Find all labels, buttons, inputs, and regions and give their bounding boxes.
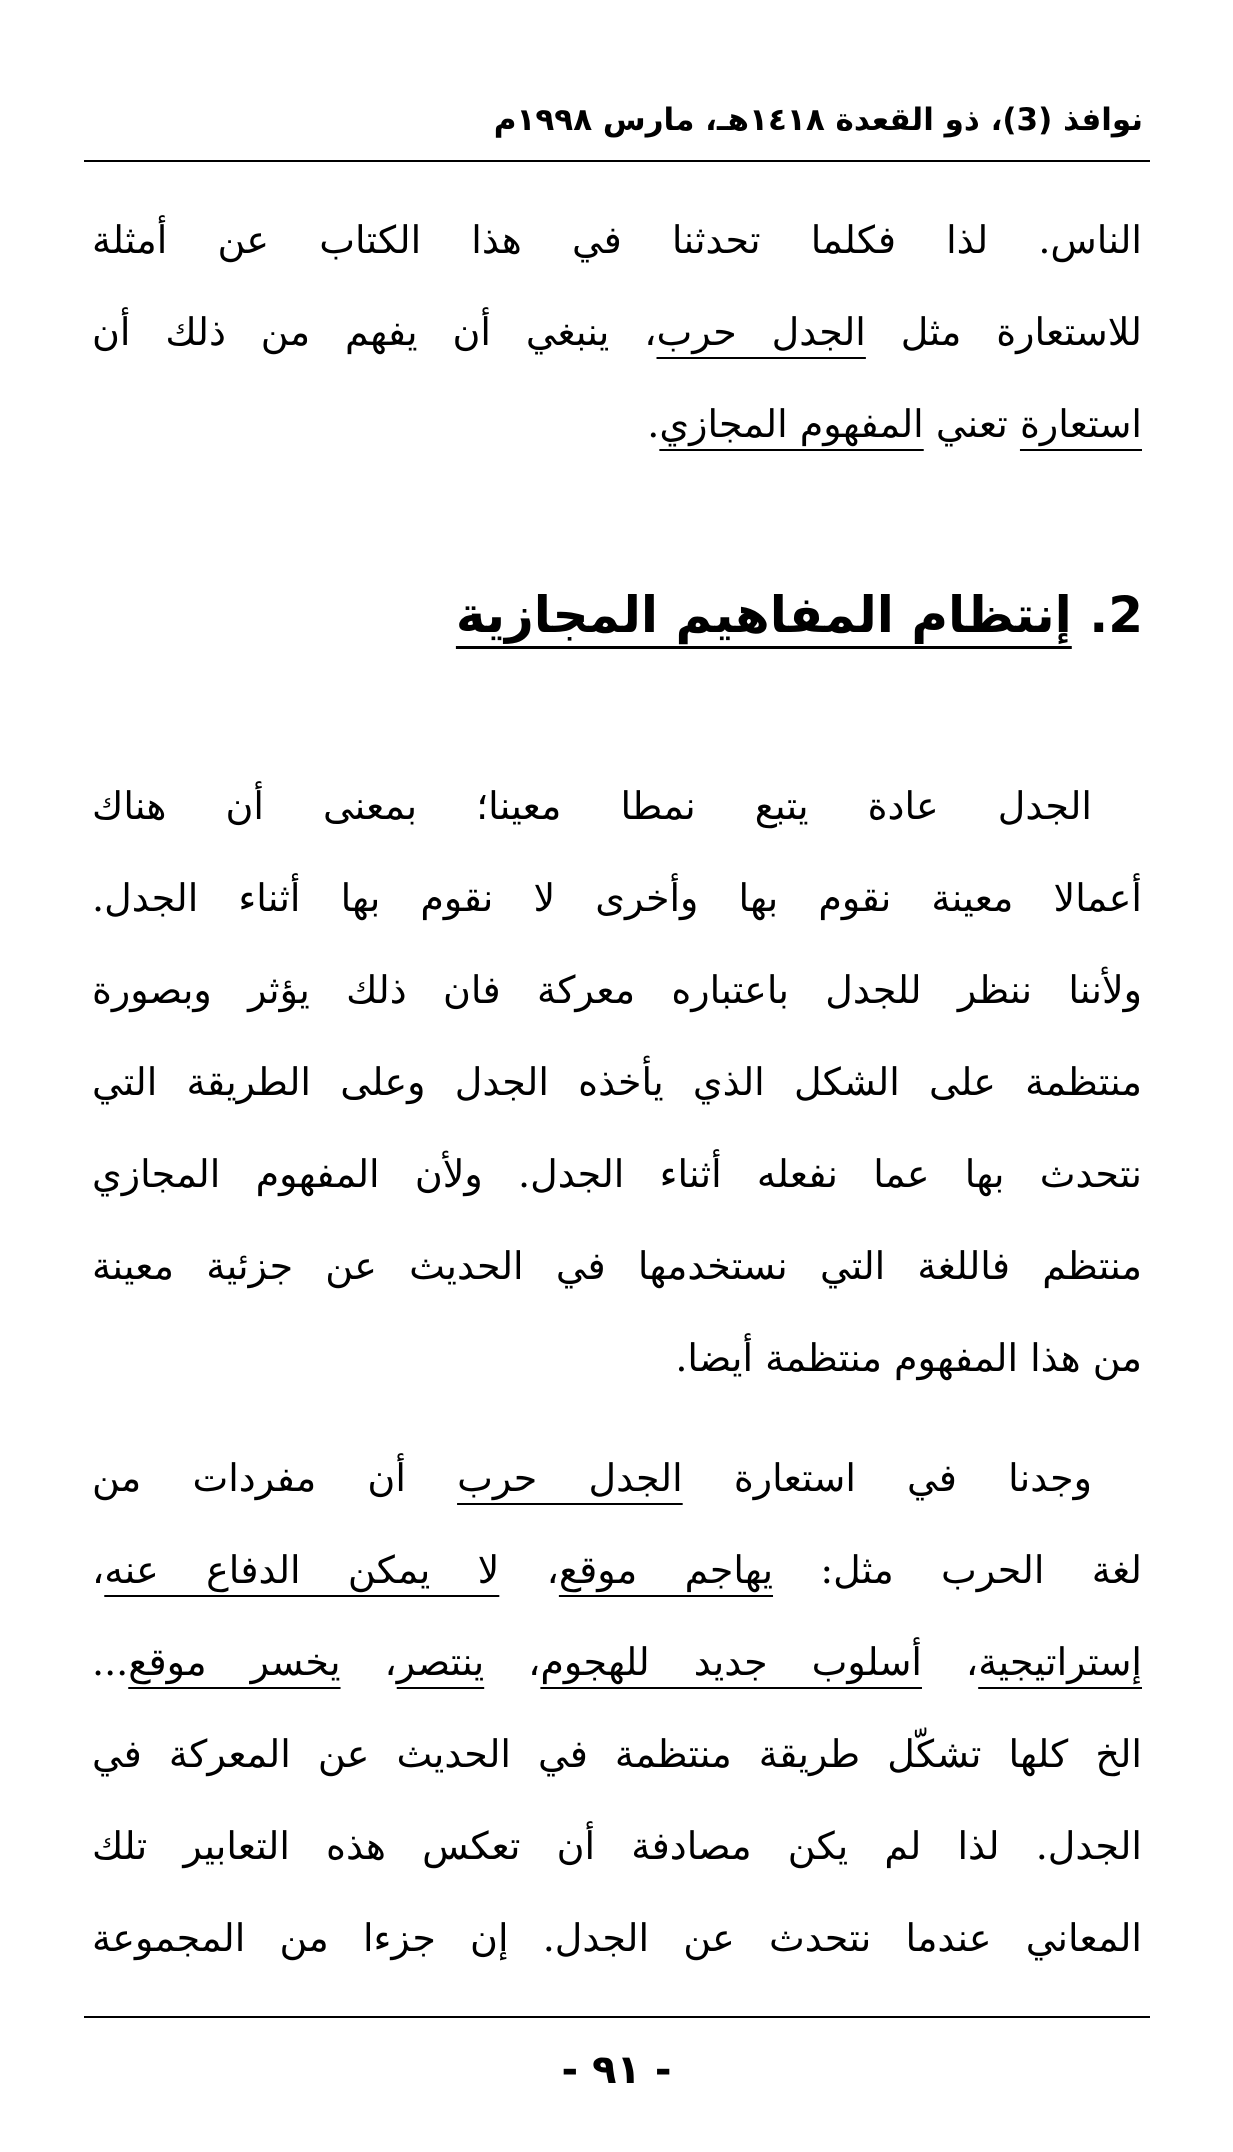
p2-text: وجدنا في استعارة [682, 1456, 1093, 1500]
p2-line-1 [92, 1448, 1092, 1508]
underlined-term: أسلوب جديد للهجوم [540, 1640, 922, 1684]
header-rule [84, 160, 1150, 162]
p2-line-5: الجدل. لذا لم يكن مصادفة أن تعكس هذه التعابير تلك [92, 1824, 1142, 1868]
intro-line-3 [92, 394, 1142, 454]
section-title: إنتظام المفاهيم المجازية [455, 586, 1072, 644]
p1-line-5: نتحدث بها عما نفعله أثناء الجدل. ولأن المفهوم المجازي [92, 1152, 1142, 1196]
p2-text: لغة الحرب مثل: [773, 1548, 1143, 1592]
underlined-term: ينتصر [396, 1640, 485, 1684]
running-header: نوافذ (3)، ذو القعدة ١٤١٨هـ، مارس ١٩٩٨م [493, 102, 1143, 138]
underlined-term: إستراتيجية [978, 1640, 1142, 1684]
underlined-term: يهاجم موقع [558, 1548, 774, 1592]
p1-line-3: ولأننا ننظر للجدل باعتباره معركة فان ذلك يؤثر وبصورة [92, 968, 1142, 1012]
intro-text: . [647, 402, 660, 446]
p2-text: ... [92, 1640, 129, 1684]
intro-line-2 [92, 302, 1142, 362]
underlined-term: المفهوم المجازي [659, 402, 924, 446]
intro-text: للاستعارة مثل [865, 310, 1143, 354]
p2-text: أن مفردات من [92, 1456, 458, 1500]
underlined-term: يخسر موقع [128, 1640, 341, 1684]
underlined-term: الجدل حرب [656, 310, 866, 354]
page-number: - ٩١ - [561, 2047, 672, 2093]
intro-text: ، ينبغي أن يفهم من ذلك أن [92, 310, 657, 354]
p2-text: ، [92, 1548, 105, 1592]
section-number: 2. [1089, 586, 1143, 644]
p2-text: ، [340, 1640, 397, 1684]
p2-line-2 [92, 1540, 1142, 1600]
section-heading [456, 580, 1143, 650]
p1-line-2: أعمالا معينة نقوم بها وأخرى لا نقوم بها أثناء الجدل. [92, 876, 1142, 920]
p1-line-6: منتظم فاللغة التي نستخدمها في الحديث عن جزئية معينة [92, 1244, 1142, 1288]
p2-text: ، [484, 1640, 541, 1684]
intro-text: الناس. لذا فكلما تحدثنا في هذا الكتاب عن أمثلة [92, 218, 1142, 262]
underlined-term: استعارة [1019, 402, 1142, 446]
underlined-term: الجدل حرب [457, 1456, 683, 1500]
p2-text: ، [921, 1640, 979, 1684]
underlined-term: لا يمكن الدفاع عنه [104, 1548, 500, 1592]
p1-line-7: من هذا المفهوم منتظمة أيضا. [675, 1336, 1142, 1380]
p1-line-4: منتظمة على الشكل الذي يأخذه الجدل وعلى الطريقة التي [92, 1060, 1142, 1104]
p2-line-3 [92, 1632, 1142, 1692]
p2-line-6: المعاني عندما نتحدث عن الجدل. إن جزءا من المجموعة [92, 1916, 1142, 1960]
p1-line-1: الجدل عادة يتبع نمطا معينا؛ بمعنى أن هناك [92, 784, 1092, 828]
footer-rule [84, 2016, 1150, 2018]
p2-line-4: الخ كلها تشكّل طريقة منتظمة في الحديث عن المعركة في [92, 1732, 1142, 1776]
intro-text: تعني [923, 402, 1020, 446]
p2-text: ، [499, 1548, 559, 1592]
intro-line-1 [92, 210, 1142, 270]
